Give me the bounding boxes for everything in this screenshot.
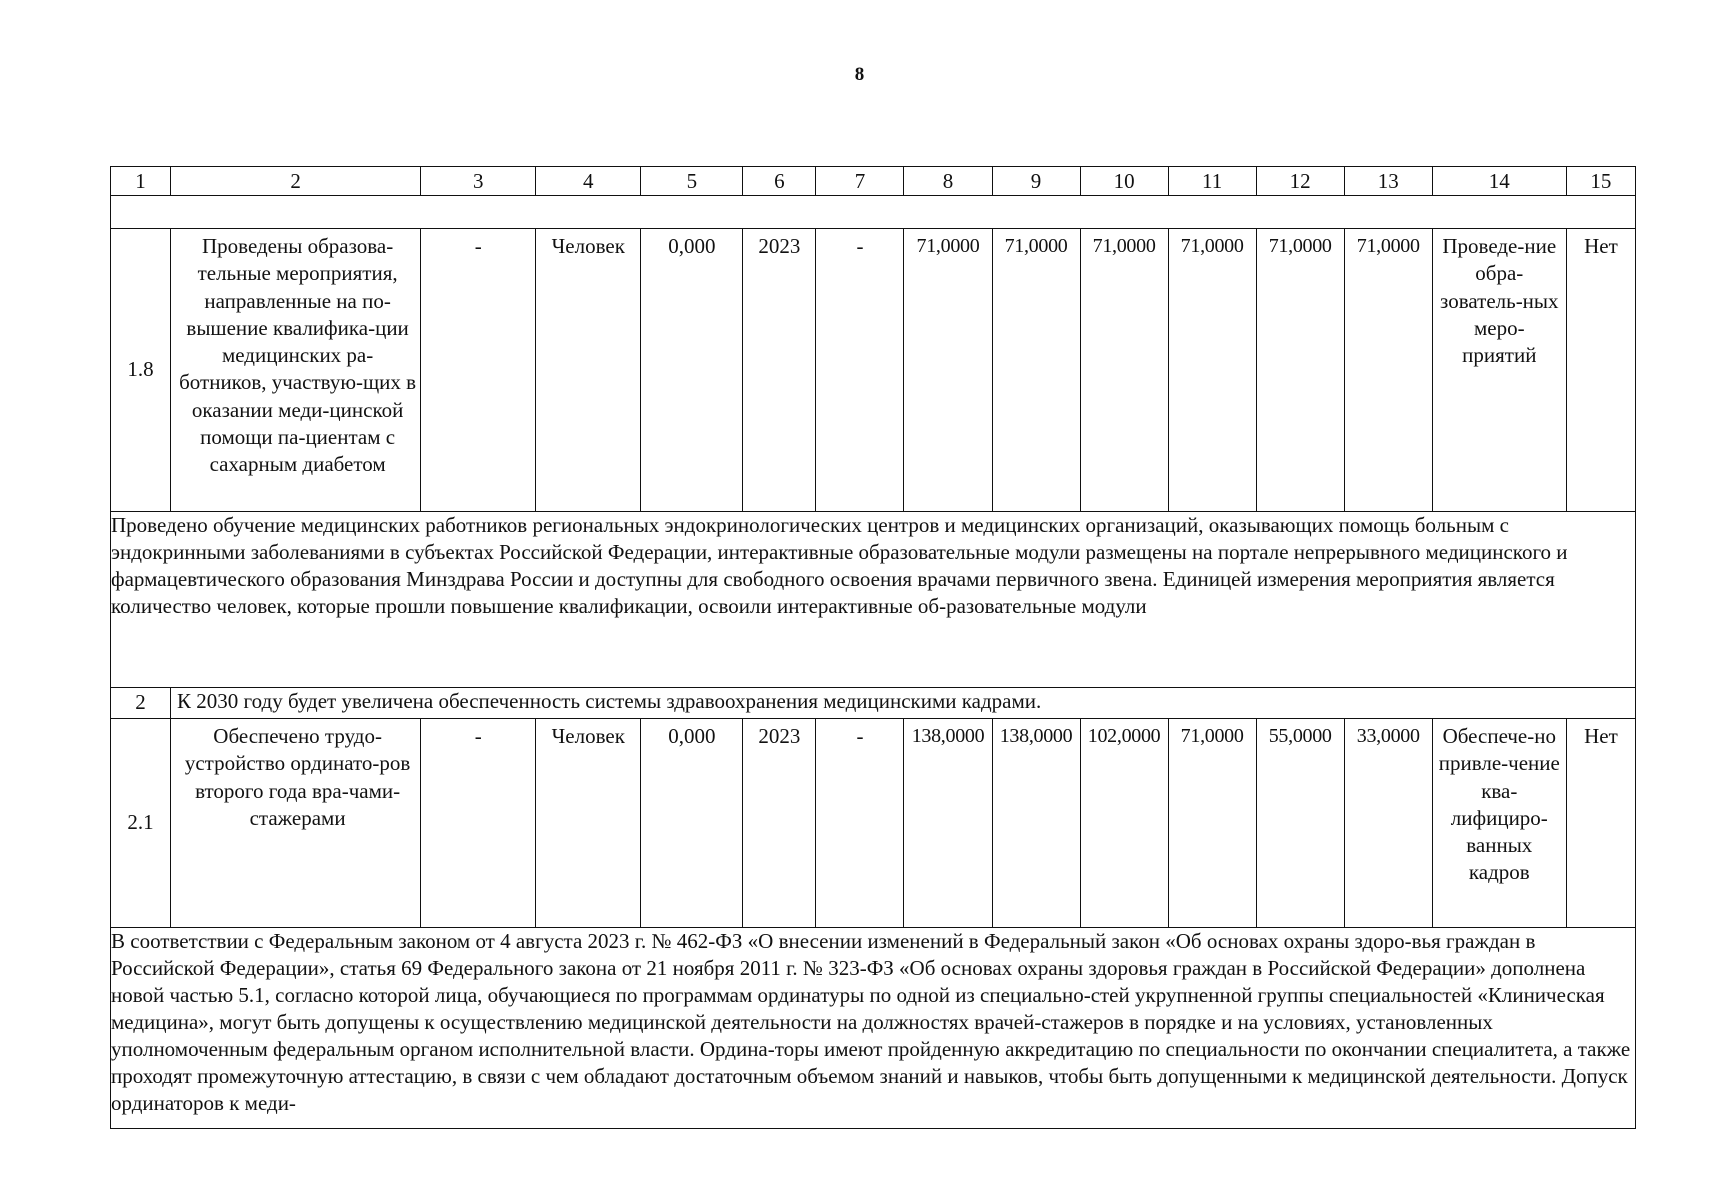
value-cell: 71,0000 [1168, 229, 1256, 512]
value-cell: 71,0000 [904, 229, 992, 512]
table-row [111, 229, 1636, 512]
value-cell: 138,0000 [904, 719, 992, 928]
value-cell: 55,0000 [1256, 719, 1344, 928]
empty-cell [111, 196, 1636, 229]
column-number: 12 [1256, 167, 1344, 196]
value-cell: 71,0000 [1080, 229, 1168, 512]
base-value-cell: 0,000 [641, 719, 743, 928]
base-year-cell: 2023 [743, 229, 816, 512]
column-number: 3 [421, 167, 536, 196]
unit-cell: Человек [536, 229, 641, 512]
value-cell: 71,0000 [1344, 229, 1432, 512]
cell-dash: - [816, 719, 904, 928]
goal-row [111, 688, 1636, 719]
column-number: 5 [641, 167, 743, 196]
column-number: 6 [743, 167, 816, 196]
row-number: 1.8 [111, 229, 171, 512]
flag-cell: Нет [1566, 719, 1635, 928]
cell-dash: - [421, 229, 536, 512]
column-number: 8 [904, 167, 992, 196]
note-text: В соответствии с Федеральным законом от 4 августа 2023 г. № 462-ФЗ «О внесении изменений в Федеральный закон «Об основах охраны здоро-вья граждан в Российской Федерации», статья 69 Федерального закона от 21 ноября 2011 г. № 323-ФЗ «Об основах охраны здоровья граждан в Российской Федерации» дополнена новой частью 5.1, согласно которой лица, обучающиеся по программам ординатуры по одной из специально-стей укрупненной группы специальностей «Клиническая медицина», могут быть допущены к осуществлению медицинской деятельности на должностях врачей-стажеров в порядке и на условиях, установленных уполномоченным федеральным органом исполнительной власти. Ордина-торы имеют пройденную аккредитацию по специальности по окончании специалитета, а также проходят промежуточную аттестацию, в связи с чем обладают достаточным объемом знаний и навыков, чтобы быть допущенными к медицинской деятельности. Допуск ординаторов к меди- [111, 928, 1636, 1129]
column-number: 2 [171, 167, 421, 196]
value-cell: 138,0000 [992, 719, 1080, 928]
column-number-row [111, 167, 1636, 196]
page-number: 8 [854, 64, 865, 85]
note-row [111, 928, 1636, 1129]
value-cell: 71,0000 [1256, 229, 1344, 512]
column-number: 13 [1344, 167, 1432, 196]
column-number: 10 [1080, 167, 1168, 196]
value-cell: 33,0000 [1344, 719, 1432, 928]
unit-cell: Человек [536, 719, 641, 928]
goal-number: 2 [111, 688, 171, 719]
indicators-table [110, 166, 1636, 1129]
goal-text: К 2030 году будет увеличена обеспеченность системы здравоохранения медицинскими кадрами. [171, 688, 1636, 719]
result-cell: Проведе-ние обра-зователь-ных меро-приятий [1432, 229, 1566, 512]
column-number: 9 [992, 167, 1080, 196]
column-number: 4 [536, 167, 641, 196]
result-cell: Обеспече-но привле-чение ква-лифициро-ванных кадров [1432, 719, 1566, 928]
cell-dash: - [816, 229, 904, 512]
indicator-name: Проведены образова-тельные мероприятия, направленные на по-вышение квалифика-ции медицинских ра-ботников, участвую-щих в оказании меди-цинской помощи па-циентам с сахарным диабетом [171, 229, 421, 512]
value-cell: 102,0000 [1080, 719, 1168, 928]
column-number: 1 [111, 167, 171, 196]
base-value-cell: 0,000 [641, 229, 743, 512]
table-row [111, 719, 1636, 928]
cell-dash: - [421, 719, 536, 928]
note-row [111, 512, 1636, 688]
column-number: 15 [1566, 167, 1635, 196]
flag-cell: Нет [1566, 229, 1635, 512]
column-number: 14 [1432, 167, 1566, 196]
value-cell: 71,0000 [992, 229, 1080, 512]
note-text: Проведено обучение медицинских работников региональных эндокринологических центров и медицинских организаций, оказывающих помощь больным с эндокринными заболеваниями в субъектах Российской Федерации, интерактивные образовательные модули размещены на портале непрерывного медицинского и фармацевтического образования Минздрава России и доступны для свободного освоения врачами первичного звена. Единицей измерения мероприятия является количество человек, которые прошли повышение квалификации, освоили интерактивные об-разовательные модули [111, 512, 1636, 688]
empty-row [111, 196, 1636, 229]
indicator-name: Обеспечено трудо-устройство ординато-ров второго года вра-чами-стажерами [171, 719, 421, 928]
row-number: 2.1 [111, 719, 171, 928]
base-year-cell: 2023 [743, 719, 816, 928]
column-number: 11 [1168, 167, 1256, 196]
column-number: 7 [816, 167, 904, 196]
value-cell: 71,0000 [1168, 719, 1256, 928]
